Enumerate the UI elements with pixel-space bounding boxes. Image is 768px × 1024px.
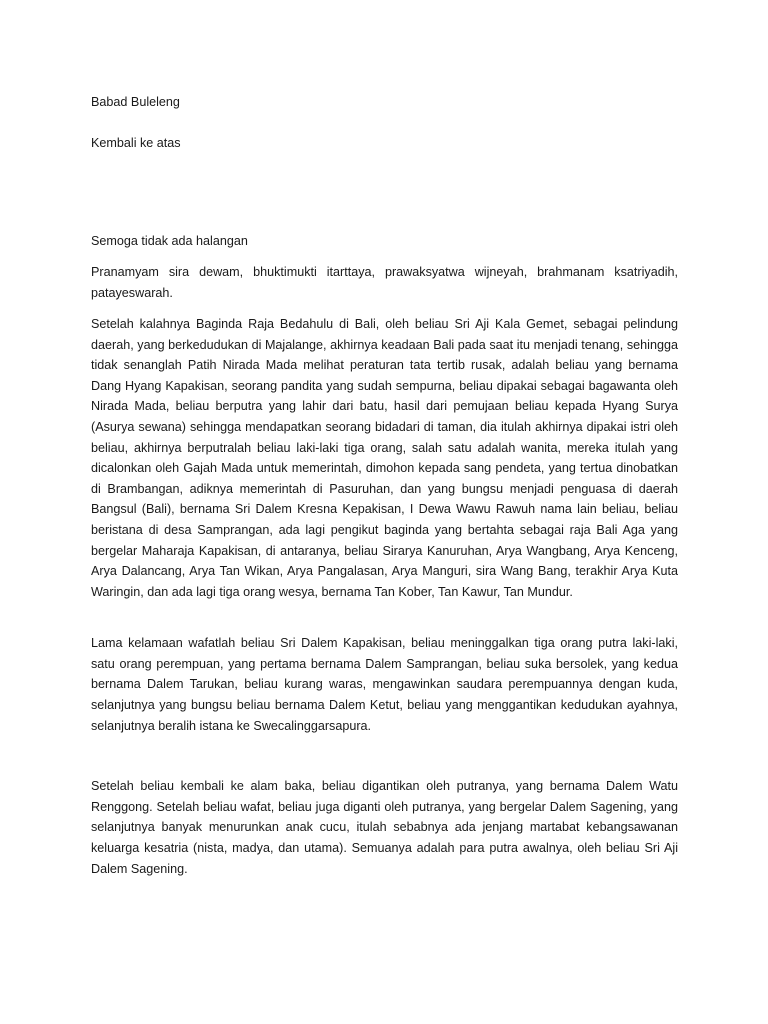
document-body <box>91 92 678 890</box>
opening-line: Semoga tidak ada halangan <box>91 234 248 249</box>
paragraph-descendants: Setelah beliau kembali ke alam baka, beliau digantikan oleh putranya, yang bernama Dalem Watu Renggong. Setelah beliau wafat, beliau juga diganti oleh putranya, yang bergelar Dalem Sagening, yang selanjutnya banyak menurunkan anak cucu, itulah sebabnya ada jenjang martabat kebangsawanan keluarga kesatria (nista, madya, dan utama). Semuanya adalah para putra awalnya, oleh beliau Sri Aji Dalem Sagening. <box>91 779 678 876</box>
paragraph-succession: Lama kelamaan wafatlah beliau Sri Dalem Kapakisan, beliau meninggalkan tiga orang putra laki-laki, satu orang perempuan, yang pertama bernama Dalem Samprangan, beliau suka bersolek, yang kedua bernama Dalem Tarukan, beliau kurang waras, mengawinkan saudara perempuannya dengan kuda, selanjutnya yang bungsu beliau bernama Dalem Ketut, beliau yang menggantikan kedudukan ayahnya, selanjutnya beralih istana ke Swecalinggarsapura. <box>91 636 678 733</box>
document-title: Babad Buleleng <box>91 95 180 109</box>
paragraph-invocation: Pranamyam sira dewam, bhuktimukti itarttaya, prawaksyatwa wijneyah, brahmanam ksatriyadih, patayeswarah. <box>91 265 678 300</box>
back-to-top-link: Kembali ke atas <box>91 135 181 150</box>
paragraph-history: Setelah kalahnya Baginda Raja Bedahulu di Bali, oleh beliau Sri Aji Kala Gemet, sebagai pelindung daerah, yang berkedudukan di Majalange, akhirnya keadaan Bali pada saat itu menjadi tenang, sehingga tidak senanglah Patih Nirada Mada melihat peraturan tata tertib rusak, adalah beliau yang bernama Dang Hyang Kapakisan, seorang pandita yang sudah sempurna, beliau dipakai sebagai bagawanta oleh Nirada Mada, beliau berputra yang lahir dari batu, hasil dari pemujaan beliau kepada Hyang Surya (Asurya sewana) sehingga mendapatkan seorang bidadari di taman, dia itulah akhirnya dipakai istri oleh beliau, akhirnya berputralah beliau laki-laki tiga orang, salah satu adalah wanita, mereka itulah yang dicalonkan oleh Gajah Mada untuk memerintah, dimohon kepada sang pendeta, yang tertua dinobatkan di Brambangan, adiknya memerintah di Pasuruhan, dan yang bungsu menjadi penguasa di daerah Bangsul (Bali), bernama Sri Dalem Kresna Kepakisan, I Dewa Wawu Rawuh nama lain beliau, beliau beristana di desa Samprangan, ada lagi pengikut baginda yang bertahta sebagai raja Bali Aga yang bergelar Maharaja Kapakisan, di antaranya, beliau Sirarya Kanuruhan, Arya Wangbang, Arya Kenceng, Arya Dalancang, Arya Tan Wikan, Arya Pangalasan, Arya Manguri, sira Wang Bang, terakhir Arya Kuta Waringin, dan ada lagi tiga orang wesya, bernama Tan Kober, Tan Kawur, Tan Mundur. <box>91 316 678 599</box>
